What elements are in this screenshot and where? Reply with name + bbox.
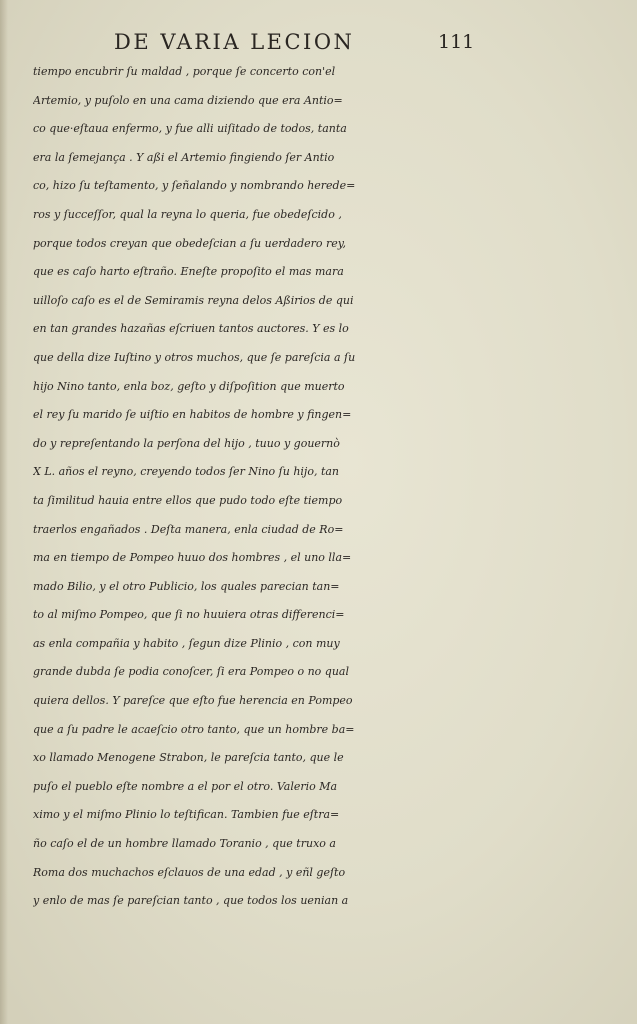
page-number: 111 <box>438 31 475 53</box>
text-line: hijo Nino tanto, enla boz, geſto y diſpoſition que muerto <box>33 379 345 393</box>
text-line: que es caſo harto eſtraño. Eneſte propoſito el mas mara <box>33 265 344 279</box>
text-line: ño caſo el de un hombre llamado Toranio , que truxo a <box>33 837 336 851</box>
text-line: co que·eſtaua enfermo, y fue alli uiſitado de todos, tanta <box>33 122 347 136</box>
text-line: to al miſmo Pompeo, que ſi no huuiera otras differenci= <box>33 608 345 622</box>
text-line: co, hizo ſu teſtamento, y ſeñalando y nombrando herede= <box>33 179 356 193</box>
text-line: Artemio, y puſolo en una cama diziendo que era Antio= <box>33 93 343 107</box>
text-line: grande dubda ſe podia conoſcer, ſi era Pompeo o no qual <box>33 665 349 679</box>
text-line: ros y ſucceſſor, qual la reyna lo queria, fue obedeſcido , <box>33 207 342 221</box>
text-line: que della dize Iuſtino y otros muchos, que ſe pareſcia a ſu <box>33 350 356 364</box>
text-line: que a ſu padre le acaeſcio otro tanto, que un hombre ba= <box>33 722 355 736</box>
text-line: ximo y el miſmo Plinio lo teſtifican. Tambien fue eſtra= <box>33 808 340 822</box>
page-gutter-shadow <box>0 0 8 1024</box>
text-line: y enlo de mas ſe pareſcian tanto , que todos los uenian a <box>33 894 349 908</box>
text-line: traerlos engañados . Deſta manera, enla ciudad de Ro= <box>33 522 344 536</box>
text-line: X L. años el reyno, creyendo todos ſer Nino ſu hijo, tan <box>33 465 340 479</box>
text-line: porque todos creyan que obedeſcian a ſu uerdadero rey, <box>33 236 347 250</box>
text-line: en tan grandes hazañas eſcriuen tantos auctores. Y es lo <box>33 322 349 336</box>
text-line: as enla compañia y habito , ſegun dize Plinio , con muy <box>33 636 340 650</box>
text-line: quiera dellos. Y pareſce que eſto fue herencia en Pompeo <box>33 694 353 708</box>
text-line: uilloſo caſo es el de Semiramis reyna delos Aßirios de qui <box>33 293 354 307</box>
text-line: ma en tiempo de Pompeo huuo dos hombres , el uno lla= <box>33 551 352 565</box>
text-line: puſo el pueblo eſte nombre a el por el otro. Valerio Ma <box>33 779 338 793</box>
text-line: do y repreſentando la perſona del hijo , tuuo y gouernò <box>33 436 340 450</box>
text-line: Roma dos muchachos eſclauos de una edad , y eñl geſto <box>33 865 346 879</box>
text-line: el rey ſu marido ſe uiſtio en habitos de hombre y fingen= <box>33 408 352 422</box>
text-line: era la ſemejança . Y aßi el Artemio fingiendo ſer Antio <box>33 150 335 164</box>
text-line: ta ſimilitud hauia entre ellos que pudo todo eſte tiempo <box>33 493 343 507</box>
running-title: DE VARIA LECION <box>114 30 355 54</box>
text-line: xo llamado Menogene Strabon, le pareſcia tanto, que le <box>33 751 344 765</box>
text-line: mado Bilio, y el otro Publicio, los quales parecian tan= <box>33 579 340 593</box>
body-text <box>33 58 513 916</box>
text-line: tiempo encubrir ſu maldad , porque ſe concerto con'el <box>33 65 336 78</box>
